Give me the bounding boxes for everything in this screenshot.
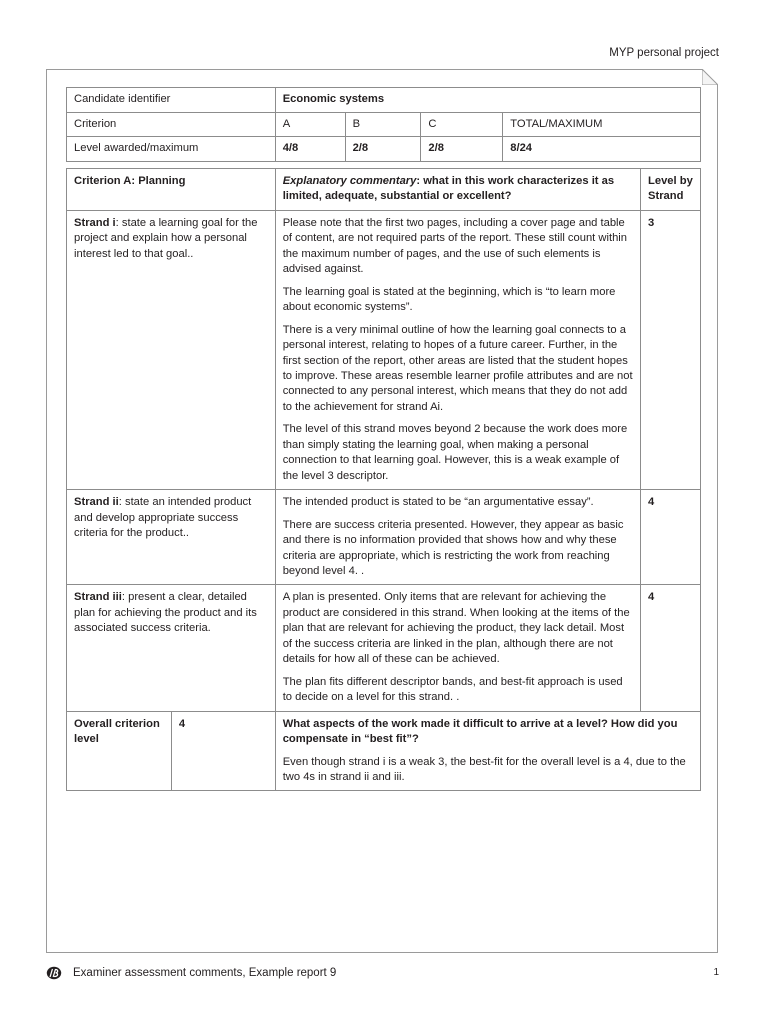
strand-row xyxy=(67,585,701,711)
overall-label: Overall criterion level xyxy=(67,711,172,791)
overall-row xyxy=(67,711,701,791)
page-number: 1 xyxy=(713,967,719,978)
level-heading: Level by Strand xyxy=(641,169,701,211)
summary-row-candidate xyxy=(67,88,701,113)
overall-commentary xyxy=(275,711,700,791)
strand-label: Strand i xyxy=(74,216,116,229)
strand-row xyxy=(67,210,701,489)
strand-label: Strand iii xyxy=(74,591,122,604)
overall-answer: Even though strand i is a weak 3, the best-fit for the overall level is a 4, due to the two 4s in strand ii and iii. xyxy=(282,755,686,783)
criterion-a: A xyxy=(275,112,345,137)
strand-level: 3 xyxy=(641,210,701,489)
commentary-paragraph: The plan fits different descriptor bands, and best-fit approach is used to decide on a level for this strand. . xyxy=(282,675,623,704)
candidate-value: Economic systems xyxy=(275,88,700,113)
level-b: 2/8 xyxy=(345,137,421,162)
criterion-label: Criterion xyxy=(67,112,276,137)
strand-text: : present a clear, detailed plan for achieving the product and its associated success criteria. xyxy=(74,591,257,635)
commentary-heading xyxy=(275,169,640,211)
strand-commentary xyxy=(275,210,640,489)
strand-label: Strand ii xyxy=(74,496,119,509)
criterion-c: C xyxy=(421,112,503,137)
summary-row-level xyxy=(67,137,701,162)
summary-row-criterion xyxy=(67,112,701,137)
commentary-paragraph: The learning goal is stated at the beginning, which is “to learn more about economic systems”. xyxy=(282,285,616,314)
strand-level: 4 xyxy=(641,490,701,585)
criterion-b: B xyxy=(345,112,421,137)
overall-question: What aspects of the work made it difficult to arrive at a level? How did you compensate in “best fit”? xyxy=(282,717,678,746)
strand-row xyxy=(67,490,701,585)
strand-commentary xyxy=(275,490,640,585)
level-c: 2/8 xyxy=(421,137,503,162)
level-total: 8/24 xyxy=(503,137,701,162)
commentary-paragraph: A plan is presented. Only items that are relevant for achieving the product are considered in this strand. When looking at the items of the plan that are relevant for achieving the product, they lack detail. Most of the success criteria are linked in the plan, although there are not details for how all of these can be achieved. xyxy=(282,591,630,666)
strand-description xyxy=(67,210,276,489)
candidate-label: Candidate identifier xyxy=(67,88,276,113)
commentary-paragraph: There is a very minimal outline of how the learning goal connects to a personal interest, relating to hopes of a future career. Further, in the first section of the report, other areas are listed that the student hopes to improve. These areas resemble learner profile attributes and are not connected to any personal interest, which means that they do not add to the achievement for strand Ai. xyxy=(282,323,633,413)
overall-level: 4 xyxy=(171,711,275,791)
commentary-paragraph: There are success criteria presented. However, they appear as basic and there is no information provided that shows how and why these criteria are appropriate, which is restricting the work from reaching beyond level 4. . xyxy=(282,518,624,577)
strand-text: : state a learning goal for the project and explain how a personal interest led to that goal.. xyxy=(74,216,258,260)
commentary-paragraph: The level of this strand moves beyond 2 because the work does more than simply stating the learning goal, when making a personal connection to that learning goal. However, this is a weak example of the level 3 descriptor. xyxy=(282,423,628,482)
commentary-heading-rest: : what in this work characterizes it as limited, adequate, substantial or excellent? xyxy=(282,175,615,203)
strand-description xyxy=(67,585,276,711)
page-curl-icon xyxy=(702,69,718,85)
footer xyxy=(46,966,719,980)
criterion-total: TOTAL/MAXIMUM xyxy=(503,112,701,137)
level-a: 4/8 xyxy=(275,137,345,162)
level-label: Level awarded/maximum xyxy=(67,137,276,162)
footer-text: Examiner assessment comments, Example report 9 xyxy=(73,967,337,979)
strand-level: 4 xyxy=(641,585,701,711)
strand-commentary xyxy=(275,585,640,711)
strand-description xyxy=(67,490,276,585)
commentary-heading-italic: Explanatory commentary xyxy=(282,175,417,187)
assessment-table xyxy=(66,168,701,791)
summary-table xyxy=(66,87,701,162)
strand-text: : state an intended product and develop appropriate success criteria for the product.. xyxy=(74,496,252,540)
assessment-header-row xyxy=(67,169,701,211)
commentary-paragraph: Please note that the first two pages, including a cover page and table of content, are not required parts of the report. These still count within the maximum number of pages, and the use of such elements is advised against. xyxy=(282,216,627,276)
commentary-paragraph: The intended product is stated to be “an argumentative essay”. xyxy=(282,496,594,509)
ib-logo-icon xyxy=(46,966,62,986)
criterion-heading: Criterion A: Planning xyxy=(67,169,276,211)
running-head: MYP personal project xyxy=(609,47,719,59)
